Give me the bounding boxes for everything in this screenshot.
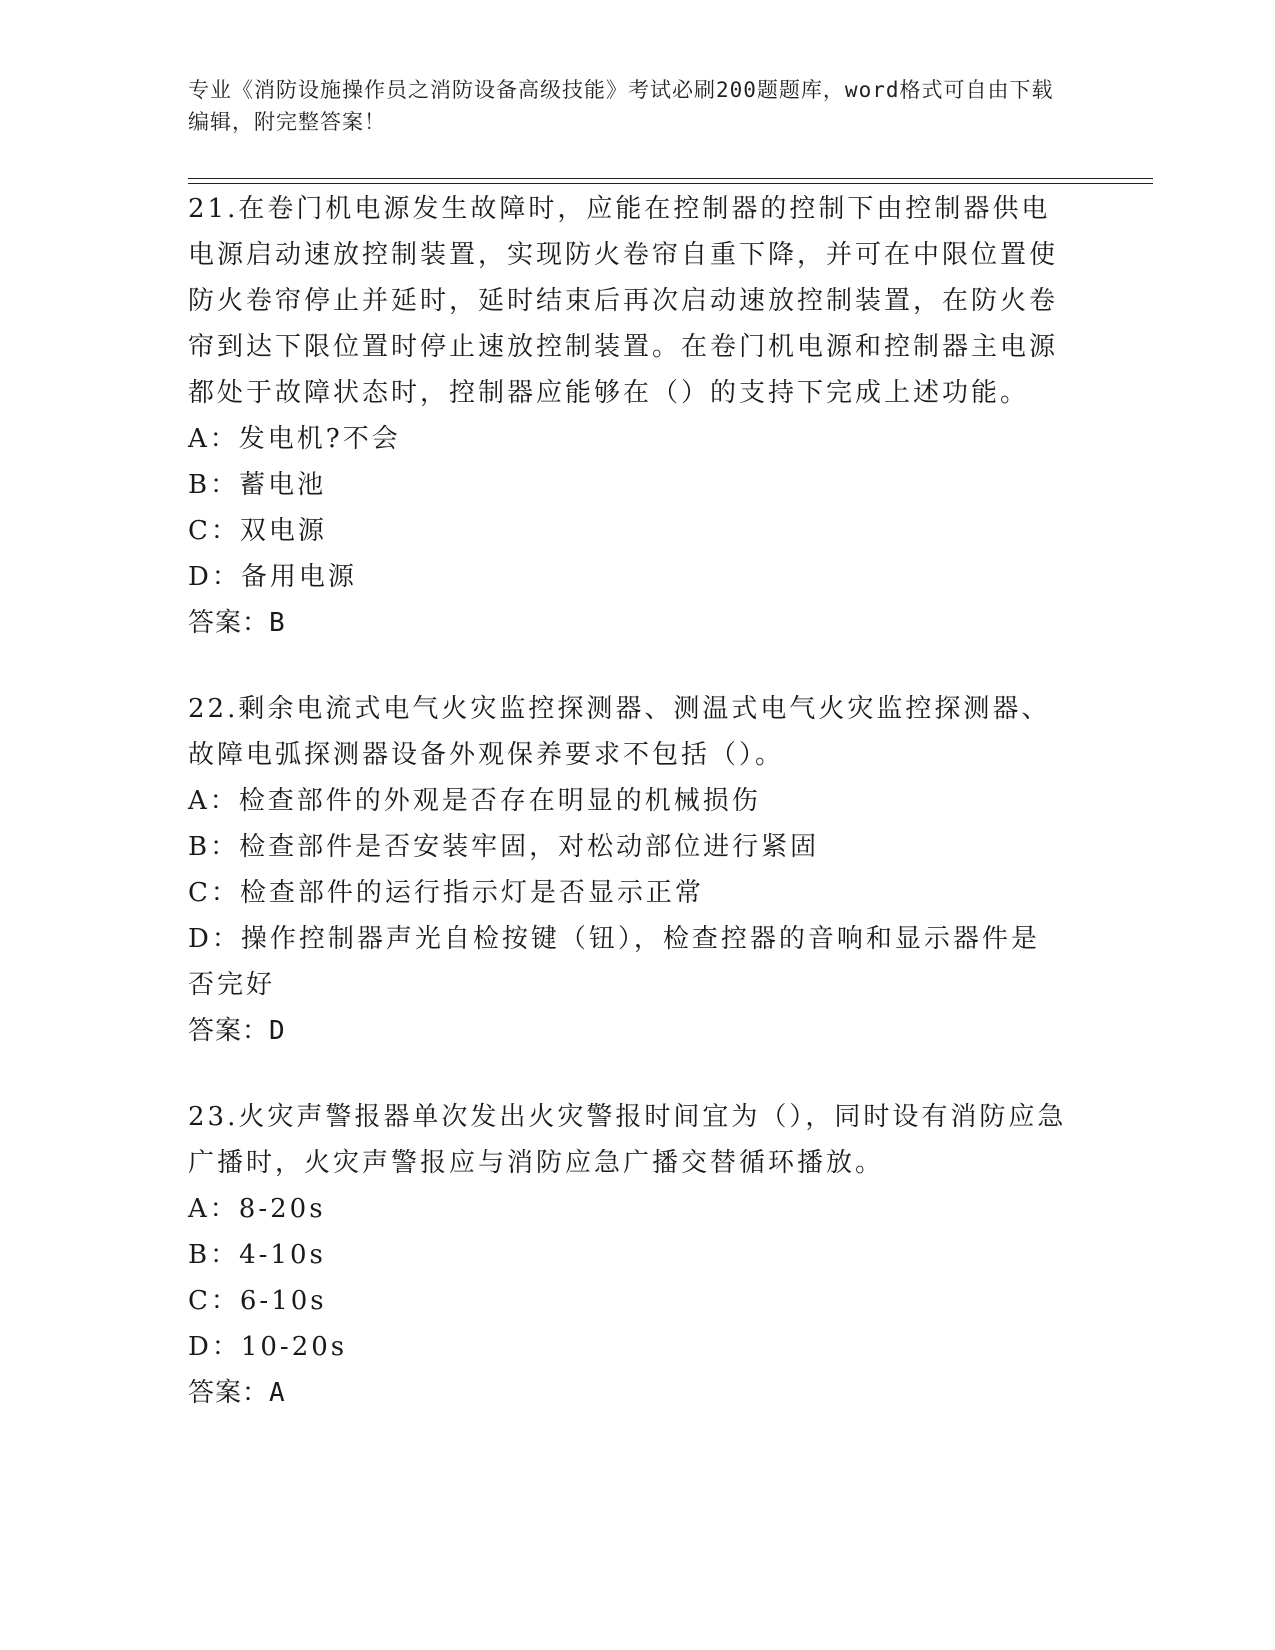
option-d: D：备用电源 [188, 562, 357, 592]
option-a: A：8-20s [188, 1194, 326, 1224]
question-21 [188, 186, 1068, 646]
answer-line: 答案：A [188, 1378, 286, 1408]
document-header: 专业《消防设施操作员之消防设备高级技能》考试必刷200题题库，word格式可自由下载编辑，附完整答案！ [188, 78, 1054, 134]
option-b: B：检查部件是否安装牢固，对松动部位进行紧固 [188, 832, 820, 862]
option-a: A：检查部件的外观是否存在明显的机械损伤 [188, 786, 761, 816]
option-c: C：检查部件的运行指示灯是否显示正常 [188, 878, 704, 908]
header-divider-top [188, 178, 1153, 179]
question-stem: 21.在卷门机电源发生故障时，应能在控制器的控制下由控制器供电电源启动速放控制装置，实现防火卷帘自重下降，并可在中限位置使防火卷帘停止并延时，延时结束后再次启动速放控制装置，在防火卷帘到达下限位置时停止速放控制装置。在卷门机电源和控制器主电源都处于故障状态时，控制器应能够在（）的支持下完成上述功能。 [188, 194, 1059, 408]
answer-line: 答案：D [188, 1016, 286, 1046]
option-b: B：蓄电池 [188, 470, 327, 500]
header-divider-bottom [188, 183, 1153, 184]
option-b: B：4-10s [188, 1240, 326, 1270]
option-c: C：6-10s [188, 1286, 327, 1316]
question-list [188, 186, 1068, 1456]
option-c: C：双电源 [188, 516, 327, 546]
question-stem: 22.剩余电流式电气火灾监控探测器、测温式电气火灾监控探测器、故障电弧探测器设备外观保养要求不包括（）。 [188, 694, 1051, 770]
question-stem: 23.火灾声警报器单次发出火灾警报时间宜为（），同时设有消防应急广播时，火灾声警报应与消防应急广播交替循环播放。 [188, 1102, 1067, 1178]
question-22 [188, 686, 1068, 1054]
question-23 [188, 1094, 1068, 1416]
option-d: D：操作控制器声光自检按键（钮），检查控器的音响和显示器件是否完好 [188, 924, 1040, 1000]
option-a: A：发电机?不会 [188, 424, 401, 454]
answer-line: 答案：B [188, 608, 286, 638]
option-d: D：10-20s [188, 1332, 348, 1362]
